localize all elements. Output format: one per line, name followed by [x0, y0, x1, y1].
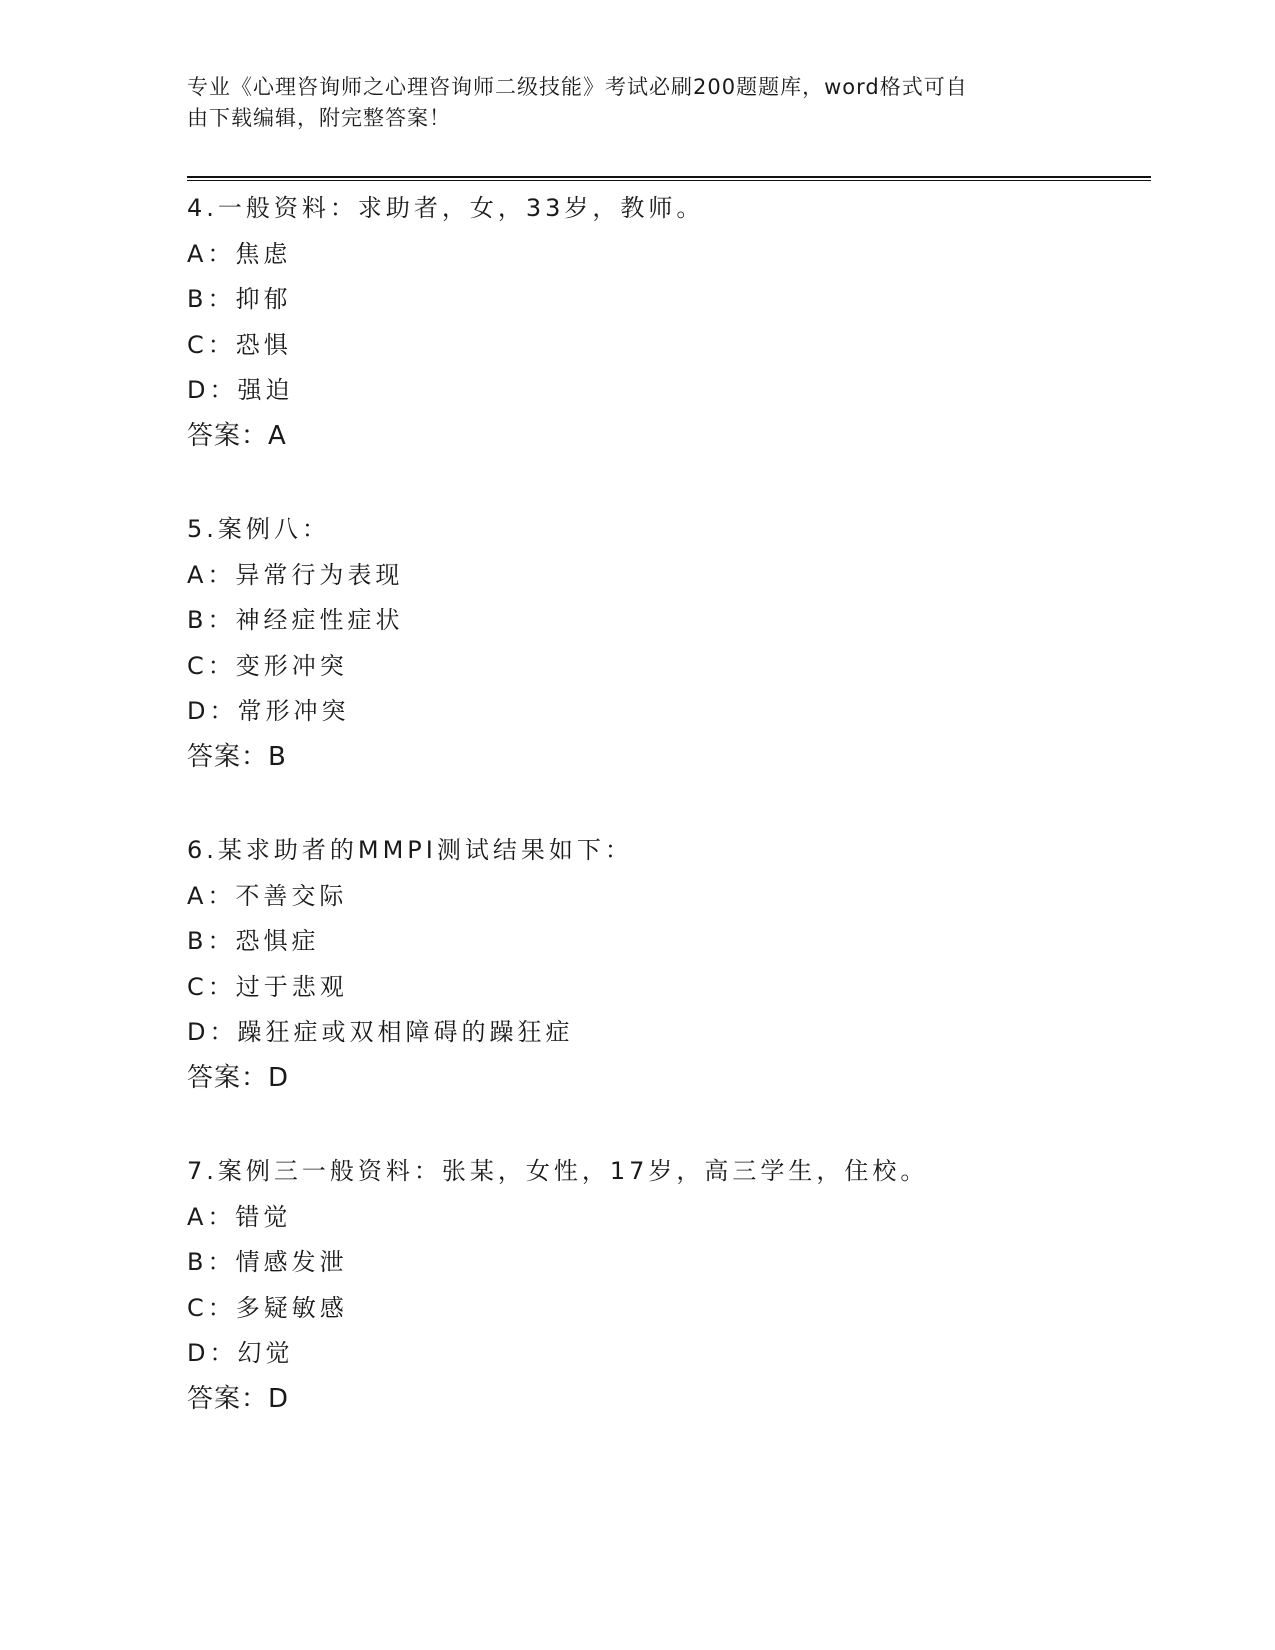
answer-key: 答案：B: [187, 741, 287, 772]
option-d: D：躁狂症或双相障碍的躁狂症: [187, 1018, 574, 1046]
question-4: [187, 186, 1147, 459]
option-a: A：焦虑: [187, 239, 292, 268]
document-intro: [187, 72, 1067, 134]
intro-line-2: 由下载编辑，附完整答案！: [187, 106, 451, 130]
question-stem: 6.某求助者的MMPI测试结果如下：: [187, 836, 633, 864]
question-7: [187, 1149, 1147, 1422]
answer-key: 答案：D: [187, 1383, 290, 1414]
option-b: B：情感发泄: [187, 1248, 348, 1276]
question-stem: 4.一般资料：求助者，女，33岁，教师。: [187, 194, 705, 222]
option-a: A：异常行为表现: [187, 560, 404, 589]
question-stem: 7.案例三一般资料：张某，女性，17岁，高三学生，住校。: [187, 1157, 929, 1185]
option-a: A：不善交际: [187, 881, 348, 910]
option-b: B：抑郁: [187, 285, 292, 313]
option-c: C：过于悲观: [187, 972, 348, 1001]
question-list: [187, 186, 1147, 1470]
question-6: [187, 828, 1147, 1101]
option-b: B：神经症性症状: [187, 606, 404, 634]
answer-key: 答案：A: [187, 420, 287, 451]
option-c: C：多疑敏感: [187, 1293, 348, 1322]
option-d: D：强迫: [187, 376, 294, 404]
option-d: D：常形冲突: [187, 697, 350, 725]
answer-key: 答案：D: [187, 1062, 290, 1093]
question-stem: 5.案例八：: [187, 515, 330, 543]
option-c: C：恐惧: [187, 330, 292, 359]
option-b: B：恐惧症: [187, 927, 320, 955]
option-c: C：变形冲突: [187, 651, 348, 680]
option-d: D：幻觉: [187, 1339, 294, 1367]
option-a: A：错觉: [187, 1202, 292, 1231]
header-divider: [187, 176, 1151, 181]
question-5: [187, 507, 1147, 780]
intro-line-1: 专业《心理咨询师之心理咨询师二级技能》考试必刷200题题库，word格式可自: [187, 75, 968, 99]
